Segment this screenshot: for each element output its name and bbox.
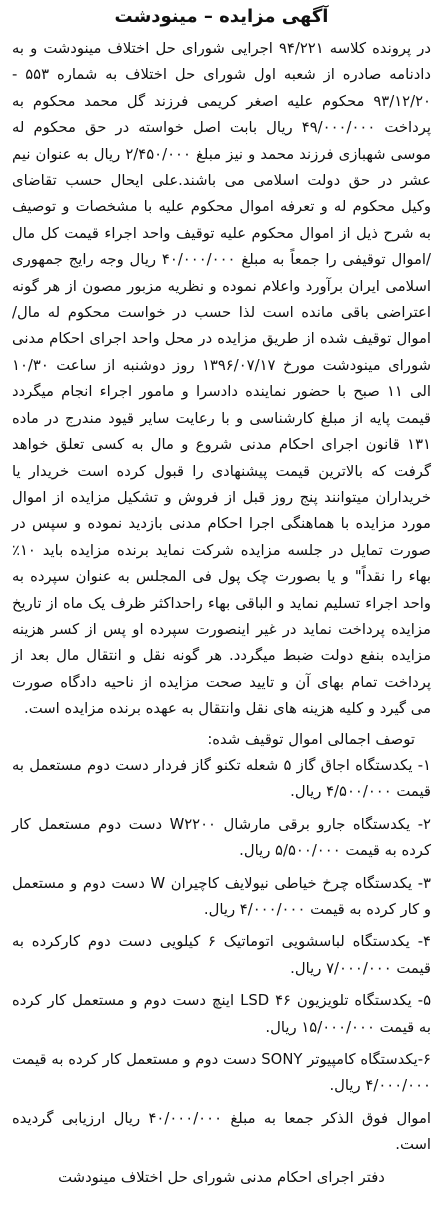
issuer-signature: دفتر اجرای احکام مدنی شورای حل اختلاف مینودشت [58, 1168, 385, 1186]
notice-body: در پرونده کلاسه ۹۴/۲۲۱ اجرایی شورای حل اختلاف مینودشت و به دادنامه صادره از شعبه اول شورای حل اختلاف به شماره ۵۵۳ - ۹۳/۱۲/۲۰ محکوم علیه اصغر کریمی فرزند گل محمد محکوم به پرداخت ۴۹/۰۰۰/۰۰۰ ریال بابت اصل خواسته در حق محکوم له موسی شهبازی فرزند محمد و نیز مبلغ ۲/۴۵۰/۰۰۰ ریال به عنوان نیم عشر در حق دولت اسلامی می باشند.علی ایحال حسب تقاضای وکیل محکوم له و تعرفه اموال محکوم علیه با مشخصات و توصیف به شرح ذیل از اموال محکوم علیه توقیف واحد اجراء قیمت کل مال /اموال توقیفی را جمعاً به مبلغ ۴۰/۰۰۰/۰۰۰ ریال وجه رایج جمهوری اسلامی ایران برآورد واعلام نموده و نظریه مزبور مصون از هر گونه اعتراضی باقی مانده است لذا حسب در خواست محکوم له مال/ اموال توقیف شده از طریق مزایده در محل واحد اجرای احکام مدنی شورای مینودشت مورخ ۱۳۹۶/۰۷/۱۷ روز دوشنبه از ساعت ۱۰/۳۰ الی ۱۱ صبح با حضور نماینده دادسرا و مامور اجراء انجام میگردد قیمت پایه از مبلغ کارشناسی و با رعایت سایر قیود مندرج در ماده ۱۳۱ قانون اجرای احکام مدنی شروع و مال به کسی تعلق خواهد گرفت که بالاترین قیمت پیشنهادی را قبول کرده است خریدار یا خریداران میتوانند پنج روز قبل از فروش و تشکیل مزایده از اموال مورد مزایده با هماهنگی اجرا احکام مدنی بازدید نموده و سپس در صورت تمایل در جلسه مزایده شرکت نماید برنده مزایده باید ۱۰٪ بهاء را نقداً" و یا بصورت چک پول فی المجلس به عنوان سپرده به واحد اجراء تسلیم نماید و الباقی بهاء راحداکثر ظرف یک ماه از تاریخ مزایده پرداخت نماید در غیر اینصورت سپرده او پس از کسر هزینه مزایده بنفع دولت ضبط میگردد. هر گونه نقل و انتقال مال بعد از پرداخت تمام بهای آن و تایید صحت مزایده از ناحیه دادگاه صورت می گیرد و کلیه هزینه های نقل وانتقال به عهده برنده مزایده است. [12, 40, 432, 718]
seized-items-list [12, 753, 431, 1100]
notice-title: آگهی مزایده – مینودشت [114, 6, 329, 27]
list-item: ۱- یکدستگاه اجاق گاز ۵ شعله تکنو گاز فردار دست دوم مستعمل به قیمت ۴/۵۰۰/۰۰۰ ریال. [12, 756, 431, 801]
list-item: ۴- یکدستگاه لباسشویی اتوماتیک ۶ کیلویی دست دوم کارکرده به قیمت ۷/۰۰۰/۰۰۰ ریال. [12, 933, 431, 977]
list-item: ۶-یکدستگاه کامپیوتر SONY دست دوم و مستعمل کار کرده به قیمت ۴/۰۰۰/۰۰۰ ریال. [12, 1051, 431, 1095]
list-item: ۲- یکدستگاه جارو برقی مارشال W۲۲۰۰ دست دوم مستعمل کار کرده به قیمت ۵/۵۰۰/۰۰۰ ریال. [12, 815, 431, 860]
list-item: ۳- یکدستگاه چرخ خیاطی نیولایف کاچیران W دست دوم و مستعمل و کار کرده به قیمت ۴/۰۰۰/۰۰۰ ریال. [12, 874, 431, 918]
items-heading: توصف اجمالی اموال توقیف شده: [207, 730, 415, 748]
valuation-note: اموال فوق الذکر جمعا به مبلغ ۴۰/۰۰۰/۰۰۰ ریال ارزیابی گردیده است. [12, 1109, 431, 1154]
list-item: ۵- یکدستگاه تلویزیون LSD ۴۶ اینچ دست دوم و مستعمل کار کرده به قیمت ۱۵/۰۰۰/۰۰۰ ریال. [12, 992, 432, 1036]
